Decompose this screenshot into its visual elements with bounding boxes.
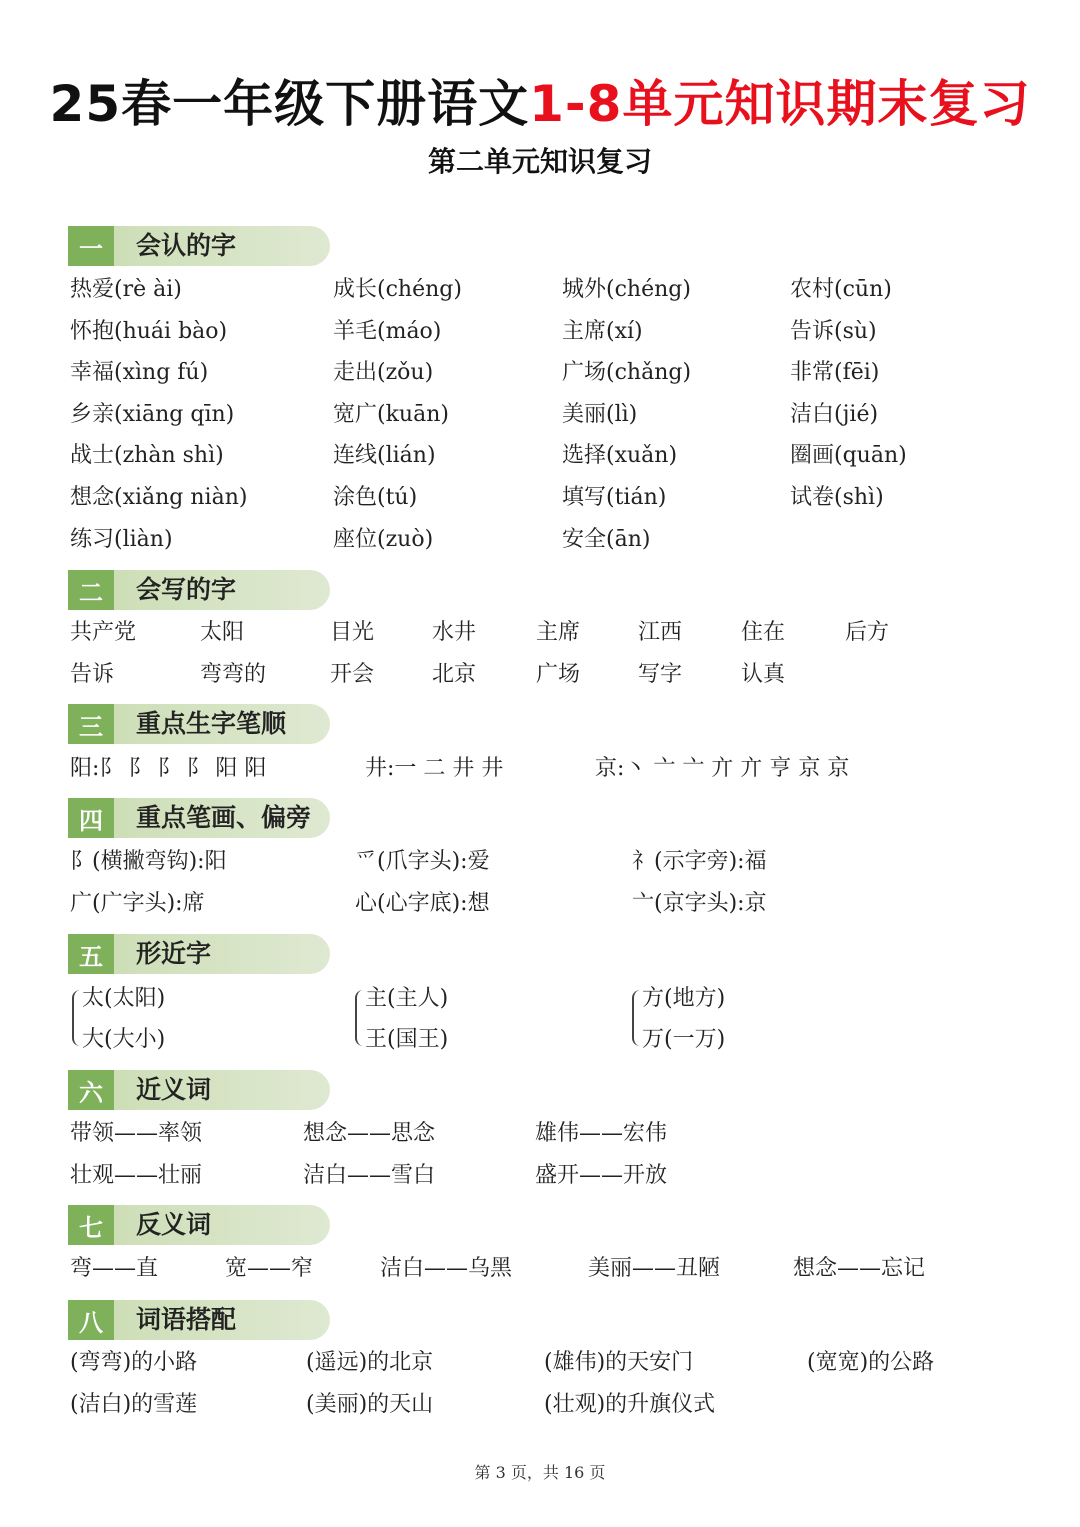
section-header-3 [68, 704, 330, 744]
section-title: 形近字 [136, 939, 212, 968]
section-title: 会写的字 [136, 575, 237, 604]
collocation-item: (洁白)的雪莲 [70, 1392, 198, 1417]
stroke-order-jing: 井:一 二 井 井 [365, 756, 504, 781]
recognize-char-item: 战士(zhàn shì) [70, 443, 224, 468]
section-number: 六 [68, 1070, 114, 1110]
radicals-row-1 [0, 847, 1080, 887]
antonym-pair: 宽——窄 [225, 1256, 314, 1281]
collocation-item: (遥远)的北京 [306, 1350, 434, 1375]
recognize-char-item: 乡亲(xiāng qīn) [70, 402, 235, 427]
section-title: 反义词 [136, 1210, 212, 1239]
write-char-item: 广场 [536, 662, 581, 687]
write-char-item: 北京 [432, 662, 477, 687]
radical-item: 心(心字底):想 [355, 891, 490, 916]
recognize-char-item: 座位(zuò) [333, 527, 434, 552]
section-header-8 [68, 1300, 330, 1340]
section-header-4 [68, 798, 330, 838]
write-char-item: 认真 [741, 662, 786, 687]
recognize-char-item: 涂色(tú) [333, 485, 418, 510]
page-footer: 第 3 页，共 16 页 [474, 1463, 606, 1482]
title-highlight: 1-8单元知识期末复习 [529, 75, 1031, 133]
section-header-2 [68, 570, 330, 610]
recognize-char-item: 想念(xiǎng niàn) [70, 485, 248, 510]
section-number: 三 [68, 704, 114, 744]
collocation-row-2 [0, 1390, 1080, 1430]
recognize-char-item: 宽广(kuān) [333, 402, 449, 427]
synonym-pair: 想念——思念 [303, 1121, 436, 1146]
synonym-pair: 雄伟——宏伟 [535, 1121, 668, 1146]
recognize-char-item: 填写(tián) [562, 485, 667, 510]
recognize-char-item: 走出(zǒu) [333, 360, 434, 385]
write-char-item: 太阳 [200, 620, 245, 645]
stroke-order-jing2: 京:丶 亠 亠 亣 亣 亨 京 京 [595, 756, 850, 781]
page-title [0, 64, 1080, 136]
collocation-item: (宽宽)的公路 [807, 1350, 935, 1375]
recognize-char-item: 热爱(rè ài) [70, 277, 182, 302]
radicals-row-2 [0, 889, 1080, 929]
similar-chars-row-1 [0, 984, 1080, 1024]
recognize-char-item: 告诉(sù) [790, 319, 877, 344]
recognize-char-item: 选择(xuǎn) [562, 443, 678, 468]
antonyms-row [0, 1254, 1080, 1294]
section-title: 会认的字 [136, 231, 237, 260]
write-char-item: 告诉 [70, 662, 115, 687]
recognize-char-item: 城外(chéng) [562, 277, 691, 302]
radical-item: 广(广字头):席 [70, 891, 205, 916]
section-header-7 [68, 1205, 330, 1245]
section-number: 七 [68, 1205, 114, 1245]
recognize-char-item: 农村(cūn) [790, 277, 892, 302]
synonyms-row-2 [0, 1161, 1080, 1201]
write-char-item: 住在 [741, 620, 786, 645]
title-main: 25春一年级下册语文 [49, 75, 530, 133]
recognize-char-item: 连线(lián) [333, 443, 436, 468]
section-number: 五 [68, 934, 114, 974]
write-char-item: 开会 [330, 662, 375, 687]
write-char-item: 水井 [432, 620, 477, 645]
radical-item: 爫(爪字头):爱 [355, 849, 490, 874]
collocation-item: (壮观)的升旗仪式 [544, 1392, 716, 1417]
section-number: 八 [68, 1300, 114, 1340]
synonym-pair: 壮观——壮丽 [70, 1163, 203, 1188]
recognize-char-item: 主席(xí) [562, 319, 643, 344]
write-char-item: 后方 [845, 620, 890, 645]
antonym-pair: 弯——直 [70, 1256, 159, 1281]
section-header-6 [68, 1070, 330, 1110]
write-char-item: 共产党 [70, 620, 137, 645]
similar-char-item: 王(国王) [365, 1027, 449, 1052]
similar-char-item: 主(主人) [365, 986, 449, 1011]
antonym-pair: 想念——忘记 [793, 1256, 926, 1281]
radical-item: 礻(示字旁):福 [632, 849, 767, 874]
recognize-char-item: 成长(chéng) [333, 277, 462, 302]
synonym-pair: 洁白——雪白 [303, 1163, 436, 1188]
recognize-char-item: 安全(ān) [562, 527, 651, 552]
synonyms-row-1 [0, 1119, 1080, 1159]
recognize-char-item: 美丽(lì) [562, 402, 638, 427]
section-number: 四 [68, 798, 114, 838]
antonym-pair: 美丽——丑陋 [588, 1256, 721, 1281]
similar-char-item: 方(地方) [642, 986, 726, 1011]
section-header-1 [68, 226, 330, 266]
collocation-item: (弯弯)的小路 [70, 1350, 198, 1375]
recognize-char-item: 练习(liàn) [70, 527, 173, 552]
recognize-char-item: 广场(chǎng) [562, 360, 692, 385]
write-char-item: 弯弯的 [200, 662, 267, 687]
write-char-item: 写字 [638, 662, 683, 687]
collocation-row-1 [0, 1348, 1080, 1388]
recognize-char-item: 怀抱(huái bào) [70, 319, 228, 344]
similar-char-item: 大(大小) [82, 1027, 166, 1052]
section-header-5 [68, 934, 330, 974]
recognize-char-item: 洁白(jié) [790, 402, 879, 427]
section-number: 一 [68, 226, 114, 266]
recognize-char-item: 羊毛(máo) [333, 319, 442, 344]
section-title: 近义词 [136, 1075, 212, 1104]
recognize-char-item: 试卷(shì) [790, 485, 884, 510]
collocation-item: (美丽)的天山 [306, 1392, 434, 1417]
antonym-pair: 洁白——乌黑 [380, 1256, 513, 1281]
stroke-order-yang: 阳:阝 阝 阝 阝 阳 阳 [70, 756, 267, 781]
radical-item: 阝(横撇弯钩):阳 [70, 849, 227, 874]
section-number: 二 [68, 570, 114, 610]
radical-item: 亠(京字头):京 [632, 891, 767, 916]
section-title: 重点笔画、偏旁 [136, 803, 312, 832]
stroke-order-row [0, 754, 1080, 794]
recognize-char-item: 圈画(quān) [790, 443, 907, 468]
write-char-item: 主席 [536, 620, 581, 645]
page-subtitle: 第二单元知识复习 [427, 145, 652, 178]
similar-chars-row-2 [0, 1025, 1080, 1065]
section-title: 重点生字笔顺 [136, 709, 287, 738]
write-char-item: 江西 [638, 620, 683, 645]
similar-char-item: 万(一万) [642, 1027, 726, 1052]
synonym-pair: 盛开——开放 [535, 1163, 668, 1188]
section-title: 词语搭配 [136, 1305, 237, 1334]
synonym-pair: 带领——率领 [70, 1121, 203, 1146]
collocation-item: (雄伟)的天安门 [544, 1350, 694, 1375]
write-char-item: 目光 [330, 620, 375, 645]
recognize-char-item: 幸福(xìng fú) [70, 360, 209, 385]
similar-char-item: 太(太阳) [82, 986, 166, 1011]
recognize-char-item: 非常(fēi) [790, 360, 880, 385]
